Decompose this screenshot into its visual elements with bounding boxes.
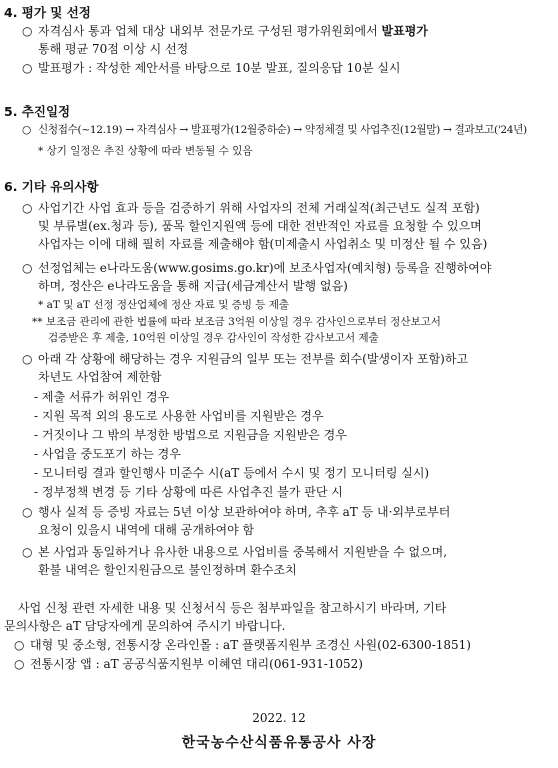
settlement-note-2-cont: 검증받은 후 제출, 10억원 이상일 경우 감사인이 작성한 감사보고서 제출 [48, 332, 379, 344]
bullet-symbol: ○ [22, 124, 31, 136]
bullet-symbol: ○ [14, 638, 25, 652]
section-5-heading: 5. 추진일정 [4, 104, 71, 119]
section-6-item-1: ○ 사업기간 사업 효과 등을 검증하기 위해 사업자의 전체 거래실적(최근년도 실적 포함) [22, 201, 480, 215]
settlement-note-1: * aT 및 aT 선정 정산업체에 정산 자료 및 증빙 등 제출 [38, 299, 290, 311]
section-4-bullet-1: ○ 자격심사 통과 업체 대상 내외부 전문가로 구성된 평가위원회에서 발표평가 [22, 24, 428, 38]
bullet-symbol: ○ [22, 61, 33, 75]
schedule-note: * 상기 일정은 추진 상황에 따라 변동될 수 있음 [38, 145, 253, 157]
bullet-symbol: ○ [22, 352, 33, 366]
section-6-item-1-cont2: 사업자는 이에 대해 필히 자료를 제출해야 함(미제출시 사업취소 및 미정산 될 수 있음) [38, 237, 488, 251]
recovery-case-1: - 제출 서류가 허위인 경우 [34, 390, 170, 404]
emphasis-text: 발표평가 [381, 24, 428, 38]
settlement-note-2: ** 보조금 관리에 관한 법률에 따라 보조금 3억원 이상일 경우 감사인으로부터 정산보고서 [32, 316, 441, 328]
section-6-item-2-cont: 하며, 정산은 e나라도움을 통해 지급(세금계산서 발행 없음) [38, 279, 348, 293]
closing-paragraph-cont: 문의사항은 aT 담당자에게 문의하여 주시기 바랍니다. [4, 619, 286, 633]
recovery-case-3: - 거짓이나 그 밖의 부정한 방법으로 지원금을 지원받은 경우 [34, 428, 347, 442]
section-6-item-4: ○ 행사 실적 등 증빙 자료는 5년 이상 보관하여야 하며, 추후 aT 등 내·외부로부터 [22, 505, 451, 519]
bullet-symbol: ○ [22, 505, 33, 519]
contact-1: ○ 대형 및 중소형, 전통시장 온라인몰 : aT 플랫폼지원부 조경신 사원(02-6300-1851) [14, 638, 471, 652]
issue-date: 2022. 12 [252, 711, 306, 725]
section-6-item-2: ○ 선정업체는 e나라도움(www.gosims.go.kr)에 보조사업자(예치형) 등록을 진행하여야 [22, 261, 492, 275]
schedule-line: ○ 신청접수(~12.19) → 자격심사 → 발표평가(12월중하순) → 약정체결 및 사업추진(12월말) → 결과보고('24년) [22, 122, 527, 139]
section-6-item-3: ○ 아래 각 상황에 해당하는 경우 지원금의 일부 또는 전부를 회수(발생이자 포함)하고 [22, 352, 469, 366]
section-6-item-5: ○ 본 사업과 동일하거나 유사한 내용으로 사업비를 중복해서 지원받을 수 없으며, [22, 545, 448, 559]
section-4-heading: 4. 평가 및 선정 [4, 5, 91, 20]
bullet-symbol: ○ [22, 545, 33, 559]
section-6-heading: 6. 기타 유의사항 [4, 179, 99, 194]
recovery-case-5: - 모니터링 결과 할인행사 미준수 시(aT 등에서 수시 및 정기 모니터링 실시) [34, 466, 430, 480]
closing-paragraph: 사업 신청 관련 자세한 내용 및 신청서식 등은 첨부파일을 참고하시기 바라며, 기타 [18, 601, 447, 615]
bullet-symbol: ○ [22, 261, 33, 275]
recovery-case-4: - 사업을 중도포기 하는 경우 [34, 447, 181, 461]
section-6-item-4-cont: 요청이 있을시 내역에 대해 공개하여야 함 [38, 523, 255, 537]
bullet-symbol: ○ [22, 201, 33, 215]
section-6-item-1-cont: 및 부류별(ex.청과 등), 품목 할인지원액 등에 대한 전반적인 자료를 요청할 수 있으며 [38, 219, 482, 233]
section-6-item-3-cont: 차년도 사업참여 제한함 [38, 370, 162, 384]
section-4-bullet-2: ○ 발표평가 : 작성한 제안서를 바탕으로 10분 발표, 질의응답 10분 실시 [22, 61, 401, 75]
issuer-signature: 한국농수산식품유통공사 사장 [181, 735, 377, 751]
recovery-case-2: - 지원 목적 외의 용도로 사용한 사업비를 지원받은 경우 [34, 409, 324, 423]
contact-2: ○ 전통시장 앱 : aT 공공식품지원부 이혜연 대리(061-931-1052) [14, 657, 363, 671]
recovery-case-6: - 정부정책 변경 등 기타 상황에 따른 사업추진 불가 판단 시 [34, 485, 343, 499]
bullet-symbol: ○ [22, 24, 33, 38]
bullet-symbol: ○ [14, 657, 25, 671]
section-6-item-5-cont: 환불 내역은 할인지원금으로 불인정하며 환수조치 [38, 563, 297, 577]
section-4-bullet-1-cont: 통해 평균 70점 이상 시 선정 [38, 42, 189, 56]
